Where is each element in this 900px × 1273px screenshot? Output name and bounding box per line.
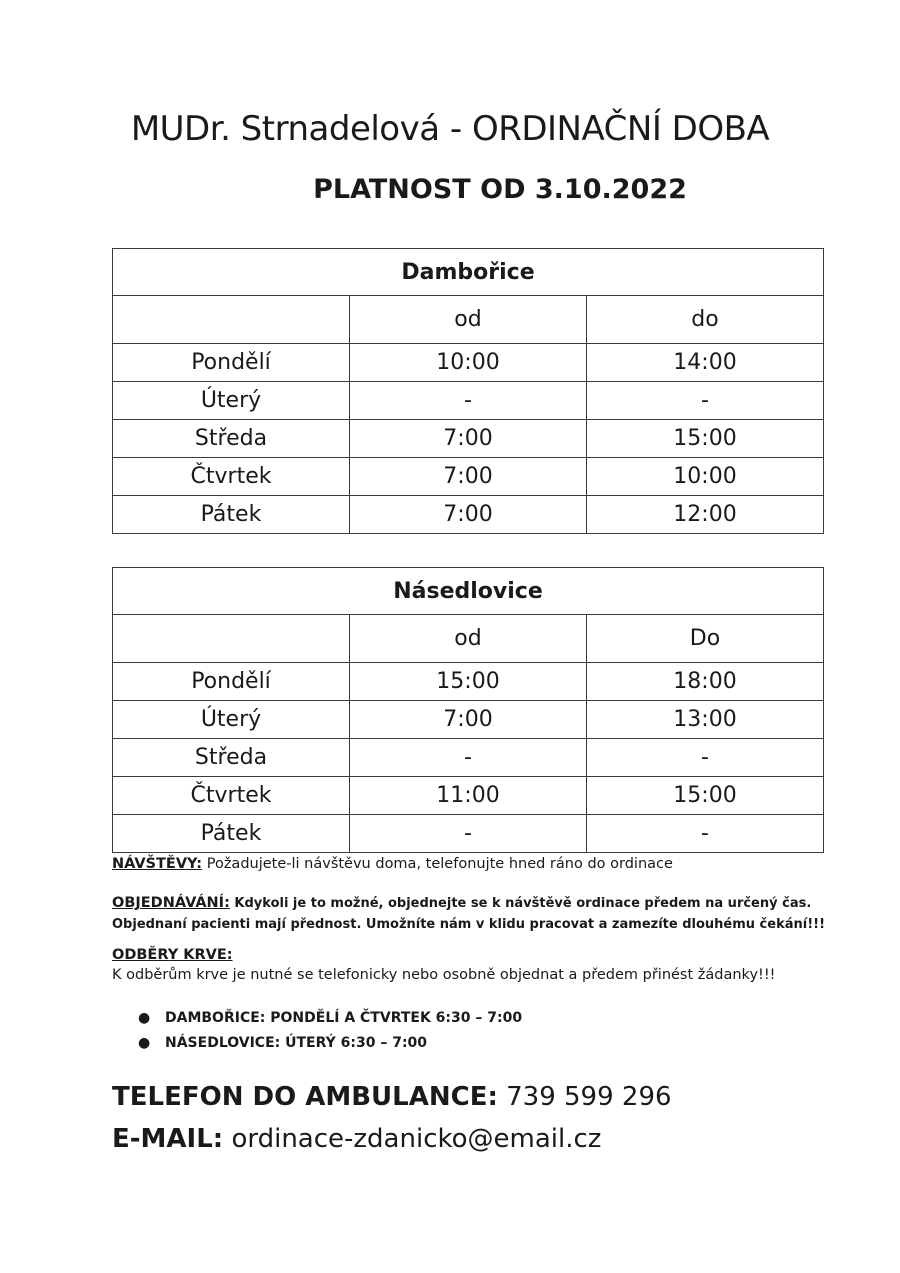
time-from: 7:00 — [350, 458, 587, 496]
time-from: - — [350, 815, 587, 853]
time-to: 14:00 — [587, 344, 824, 382]
booking-note — [112, 893, 832, 935]
booking-label: OBJEDNÁVÁNÍ: — [112, 895, 230, 911]
time-to: - — [587, 382, 824, 420]
time-to: 12:00 — [587, 496, 824, 534]
day-name: Pondělí — [113, 344, 350, 382]
validity-date: PLATNOST OD 3.10.2022 — [313, 174, 687, 205]
schedule-table-nasedlovice — [112, 567, 824, 853]
email-address: ordinace-zdanicko@email.cz — [231, 1124, 602, 1154]
day-name: Úterý — [113, 701, 350, 739]
time-to: 15:00 — [587, 420, 824, 458]
time-from: - — [350, 739, 587, 777]
time-from: - — [350, 382, 587, 420]
time-to: - — [587, 815, 824, 853]
column-header-from: od — [350, 296, 587, 344]
day-name: Pátek — [113, 815, 350, 853]
time-from: 7:00 — [350, 420, 587, 458]
table-row — [113, 815, 824, 853]
time-from: 11:00 — [350, 777, 587, 815]
time-to: 13:00 — [587, 701, 824, 739]
day-name: Pondělí — [113, 663, 350, 701]
table-row — [113, 344, 824, 382]
table-row — [113, 663, 824, 701]
table-row — [113, 496, 824, 534]
list-item-text: DAMBOŘICE: PONDĚLÍ A ČTVRTEK 6:30 – 7:00 — [165, 1010, 523, 1026]
blood-note — [112, 945, 832, 985]
phone-label: TELEFON DO AMBULANCE: — [112, 1082, 498, 1112]
schedule-table-damborice — [112, 248, 824, 534]
time-from: 7:00 — [350, 701, 587, 739]
column-header-to: do — [587, 296, 824, 344]
empty-header-cell — [113, 296, 350, 344]
visits-text: Požadujete-li návštěvu doma, telefonujte hned ráno do ordinace — [202, 856, 673, 872]
page-title: MUDr. Strnadelová - ORDINAČNÍ DOBA — [130, 109, 770, 149]
booking-line-1: Kdykoli je to možné, objednejte se k návštěvě ordinace předem na určený čas. — [229, 896, 812, 911]
time-to: 18:00 — [587, 663, 824, 701]
table-row — [113, 777, 824, 815]
table-row — [113, 420, 824, 458]
empty-header-cell — [113, 615, 350, 663]
visits-label: NÁVŠTĚVY: — [112, 856, 203, 872]
day-name: Čtvrtek — [113, 777, 350, 815]
table-row — [113, 382, 824, 420]
column-header-from: od — [350, 615, 587, 663]
time-from: 10:00 — [350, 344, 587, 382]
time-to: 10:00 — [587, 458, 824, 496]
table-row — [113, 701, 824, 739]
location-name: Násedlovice — [113, 568, 824, 615]
list-item — [138, 1006, 522, 1031]
day-name: Středa — [113, 420, 350, 458]
time-to: 15:00 — [587, 777, 824, 815]
phone-number: 739 599 296 — [506, 1082, 672, 1112]
blood-label: ODBĚRY KRVE: — [112, 947, 233, 963]
day-name: Úterý — [113, 382, 350, 420]
column-header-to: Do — [587, 615, 824, 663]
blood-text: K odběrům krve je nutné se telefonicky nebo osobně objednat a předem přinést žádanky!!! — [112, 967, 776, 983]
time-from: 7:00 — [350, 496, 587, 534]
visits-note — [112, 854, 832, 874]
bullet-icon: ● — [138, 1035, 151, 1051]
email-line — [112, 1121, 601, 1157]
phone-line — [112, 1079, 672, 1115]
day-name: Pátek — [113, 496, 350, 534]
location-name: Dambořice — [113, 249, 824, 296]
list-item-text: NÁSEDLOVICE: ÚTERÝ 6:30 – 7:00 — [165, 1035, 428, 1051]
time-from: 15:00 — [350, 663, 587, 701]
table-row — [113, 458, 824, 496]
table-row — [113, 739, 824, 777]
day-name: Čtvrtek — [113, 458, 350, 496]
booking-line-2: Objednaní pacienti mají přednost. Umožníte nám v klidu pracovat a zamezíte dlouhému čekání!!! — [112, 917, 825, 932]
blood-schedule-list — [138, 1006, 522, 1056]
bullet-icon: ● — [138, 1010, 151, 1026]
time-to: - — [587, 739, 824, 777]
list-item — [138, 1031, 522, 1056]
email-label: E-MAIL: — [112, 1124, 224, 1154]
day-name: Středa — [113, 739, 350, 777]
